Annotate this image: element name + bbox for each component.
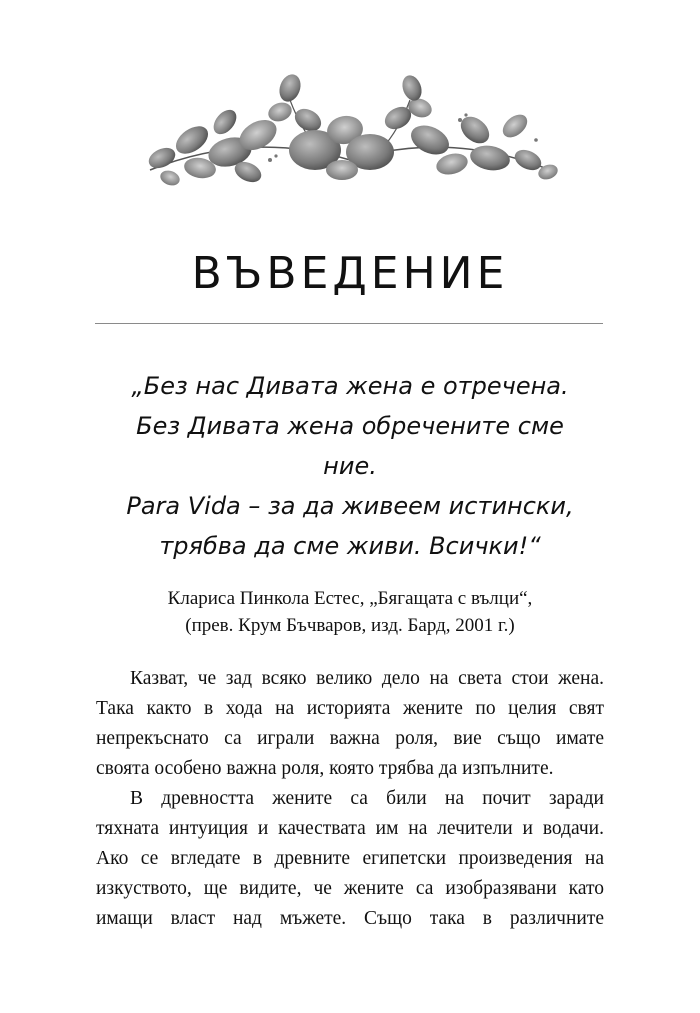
attribution-line: (прев. Крум Бъчваров, изд. Бард, 2001 г.) (185, 615, 515, 636)
attribution-line: Клариса Пинкола Естес, „Бягащата с вълци“, (167, 588, 533, 609)
body-line: имащи власт над мъжете. Също така в различните (96, 908, 604, 929)
body-line: Така както в хода на историята жените по целия свят (96, 698, 604, 719)
body-line: непрекъснато са играли важна роля, вие също имате (96, 728, 604, 749)
epigraph-attribution (95, 585, 605, 639)
epigraph-line: „Без нас Дивата жена е отречена. (131, 372, 569, 400)
epigraph-line: трябва да сме живи. Всички!“ (159, 532, 541, 560)
body-line: Казват, че зад всяко велико дело на света стои жена. (130, 668, 604, 689)
title-divider (95, 323, 603, 324)
epigraph-quote (95, 366, 605, 566)
epigraph-line: Без Дивата жена обречените сме (136, 412, 564, 440)
body-line: изкуството, ще видите, че жените са изобразявани като (96, 878, 604, 899)
chapter-title: ВЪВЕДЕНИЕ (191, 248, 509, 299)
body-text (96, 664, 604, 934)
body-line: Ако се вгледате в древните египетски произведения на (96, 848, 604, 869)
eucalyptus-leaves-icon (130, 60, 570, 190)
body-line: своята особено важна роля, която трябва да изпълните. (96, 758, 554, 779)
epigraph-line: Para Vida – за да живеем истински, (126, 492, 574, 520)
body-line: тяхната интуиция и качествата им на лечители и водачи. (96, 818, 604, 839)
body-line: В древността жените са били на почит заради (130, 788, 604, 809)
epigraph-line: ние. (323, 452, 377, 480)
